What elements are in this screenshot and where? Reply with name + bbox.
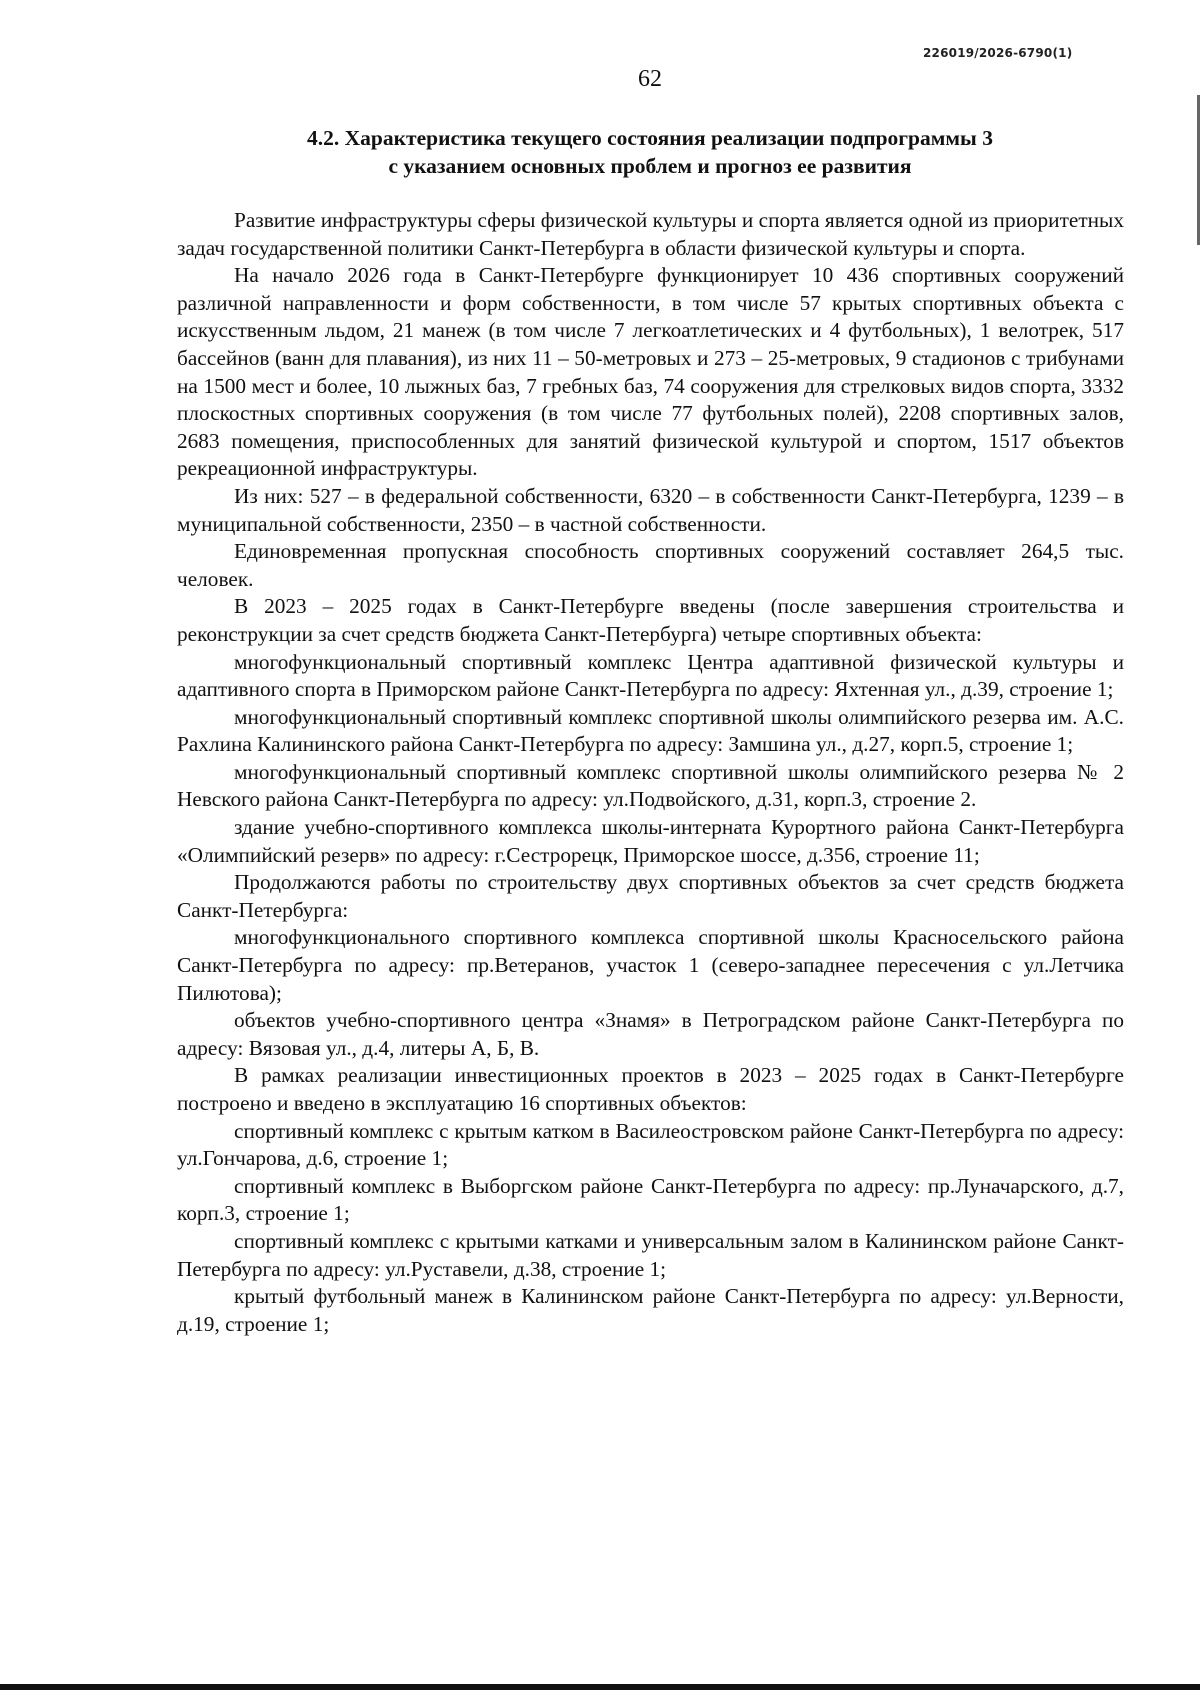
list-item: здание учебно-спортивного комплекса школы-интерната Курортного района Санкт-Петербурга «Олимпийский резерв» по адресу: г.Сестрорецк, Приморское шоссе, д.356, строение 11; bbox=[177, 815, 1124, 867]
section-heading-line-2: с указанием основных проблем и прогноз ее развития bbox=[388, 154, 912, 178]
section-heading-line-1: 4.2. Характеристика текущего состояния реализации подпрограммы 3 bbox=[307, 126, 993, 150]
paragraph: Из них: 527 – в федеральной собственности, 6320 – в собственности Санкт-Петербурга, 1239 – в муниципальной собственности, 2350 – в частной собственности. bbox=[177, 483, 1124, 536]
document-registration-number: 226019/2026-6790(1) bbox=[923, 46, 1073, 60]
list-item: многофункциональный спортивный комплекс Центра адаптивной физической культуры и адаптивного спорта в Приморском районе Санкт-Петербурга по адресу: Яхтенная ул., д.39, строение 1; bbox=[177, 649, 1124, 702]
list-item: многофункциональный спортивный комплекс спортивной школы олимпийского резерва № 2 Невского района Санкт-Петербурга по адресу: ул.Подвойского, д.31, корп.3, строение 2. bbox=[177, 759, 1124, 812]
list-item: спортивный комплекс в Выборгском районе Санкт-Петербурга по адресу: пр.Луначарского, д.7, корп.3, строение 1; bbox=[177, 1173, 1124, 1226]
list-item: многофункциональный спортивный комплекс спортивной школы олимпийского резерва им. А.С. Рахлина Калининского района Санкт-Петербурга по адресу: Замшина ул., д.27, корп.5, строение 1; bbox=[177, 704, 1124, 757]
list-item: спортивный комплекс с крытым катком в Василеостровском районе Санкт-Петербурга по адресу: ул.Гончарова, д.6, строение 1; bbox=[177, 1118, 1124, 1171]
paragraph: Развитие инфраструктуры сферы физической культуры и спорта является одной из приоритетных задач государственной политики Санкт-Петербурга в области физической культуры и спорта. bbox=[177, 208, 1124, 260]
list-item: спортивный комплекс с крытыми катками и универсальным залом в Калининском районе Санкт-Петербурга по адресу: ул.Руставели, д.38, строение 1; bbox=[177, 1228, 1124, 1281]
page-number: 62 bbox=[638, 66, 662, 92]
scan-edge-bottom bbox=[0, 1684, 1200, 1690]
paragraph: Продолжаются работы по строительству двух спортивных объектов за счет средств бюджета Санкт-Петербурга: bbox=[177, 870, 1124, 922]
section-heading bbox=[150, 124, 1150, 180]
paragraph: Единовременная пропускная способность спортивных сооружений составляет 264,5 тыс. человек. bbox=[177, 539, 1124, 591]
list-item: крытый футбольный манеж в Калининском районе Санкт-Петербурга по адресу: ул.Верности, д.19, строение 1; bbox=[177, 1284, 1124, 1336]
paragraph: В рамках реализации инвестиционных проектов в 2023 – 2025 годах в Санкт-Петербурге построено и введено в эксплуатацию 16 спортивных объектов: bbox=[177, 1063, 1124, 1115]
list-item: объектов учебно-спортивного центра «Знамя» в Петроградском районе Санкт-Петербурга по адресу: Вязовая ул., д.4, литеры А, Б, В. bbox=[177, 1008, 1124, 1060]
body-text bbox=[177, 207, 1124, 1338]
list-item: многофункционального спортивного комплекса спортивной школы Красносельского района Санкт-Петербурга по адресу: пр.Ветеранов, участок 1 (северо-западнее пересечения с ул.Летчика Пилютова); bbox=[177, 925, 1124, 1005]
paragraph: На начало 2026 года в Санкт-Петербурге функционирует 10 436 спортивных сооружений различной направленности и форм собственности, в том числе 57 крытых спортивных объекта с искусственным льдом, 21 манеж (в том числе 7 легкоатлетических и 4 футбольных), 1 велотрек, 517 бассейнов (ванн для плавания), из них 11 – 50-метровых и 273 – 25-метровых, 9 стадионов с трибунами на 1500 мест и более, 10 лыжных баз, 7 гребных баз, 74 сооружения для стрелковых видов спорта, 3332 плоскостных спортивных сооружения (в том числе 77 футбольных полей), 2208 спортивных залов, 2683 помещения, приспособленных для занятий физической культурой и спортом, 1517 объектов рекреационной инфраструктуры. bbox=[177, 263, 1124, 481]
paragraph: В 2023 – 2025 годах в Санкт-Петербурге введены (после завершения строительства и реконструкции за счет средств бюджета Санкт-Петербурга) четыре спортивных объекта: bbox=[177, 594, 1124, 646]
